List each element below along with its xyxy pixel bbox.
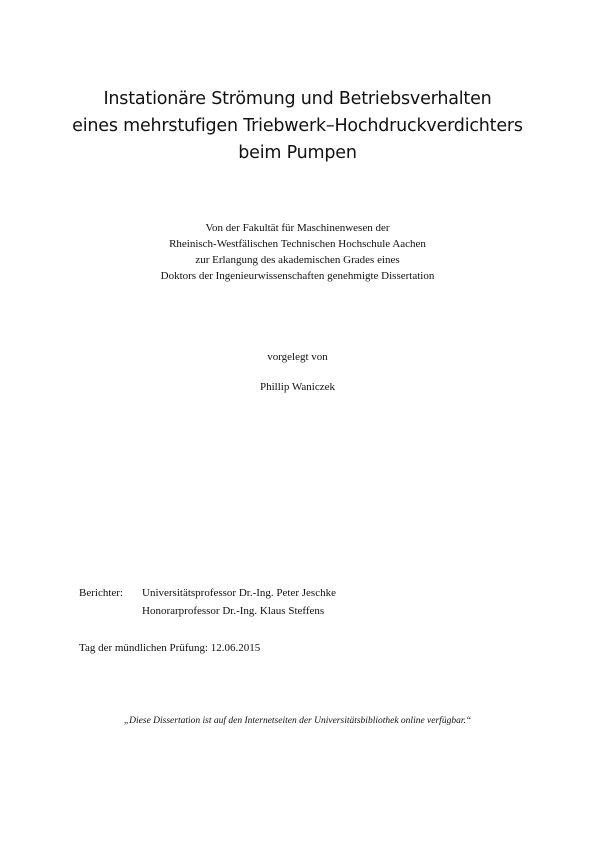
referees-label: Berichter: — [79, 587, 123, 599]
faculty-line-3: zur Erlangung des akademischen Grades eines — [195, 254, 400, 266]
faculty-line-4: Doktors der Ingenieurwissenschaften genehmigte Dissertation — [160, 270, 435, 282]
referees-label-spacer — [79, 602, 142, 620]
title-line-3: beim Pumpen — [238, 143, 357, 163]
referee-row-2 — [79, 602, 336, 620]
referee-name-2: Honorarprofessor Dr.-Ing. Klaus Steffens — [142, 605, 325, 617]
presented-by: vorgelegt von — [267, 351, 328, 363]
thesis-title — [0, 86, 595, 167]
referees — [79, 584, 336, 620]
faculty-line-1: Von der Fakultät für Maschinenwesen der — [205, 222, 390, 234]
faculty-statement — [0, 220, 595, 284]
title-line-2: eines mehrstufigen Triebwerk–Hochdruckverdichters — [72, 116, 523, 136]
author-name: Phillip Waniczek — [260, 381, 335, 393]
title-line-1: Instationäre Strömung und Betriebsverhalten — [103, 89, 492, 109]
faculty-line-2: Rheinisch-Westfälischen Technischen Hochschule Aachen — [169, 238, 426, 250]
referee-name-1: Universitätsprofessor Dr.-Ing. Peter Jeschke — [142, 587, 336, 599]
online-availability-note: „Diese Dissertation ist auf den Internetseiten der Universitätsbibliothek online verfügbar.“ — [123, 716, 472, 726]
oral-exam-date: Tag der mündlichen Prüfung: 12.06.2015 — [79, 642, 261, 654]
referee-row-1 — [79, 584, 336, 602]
